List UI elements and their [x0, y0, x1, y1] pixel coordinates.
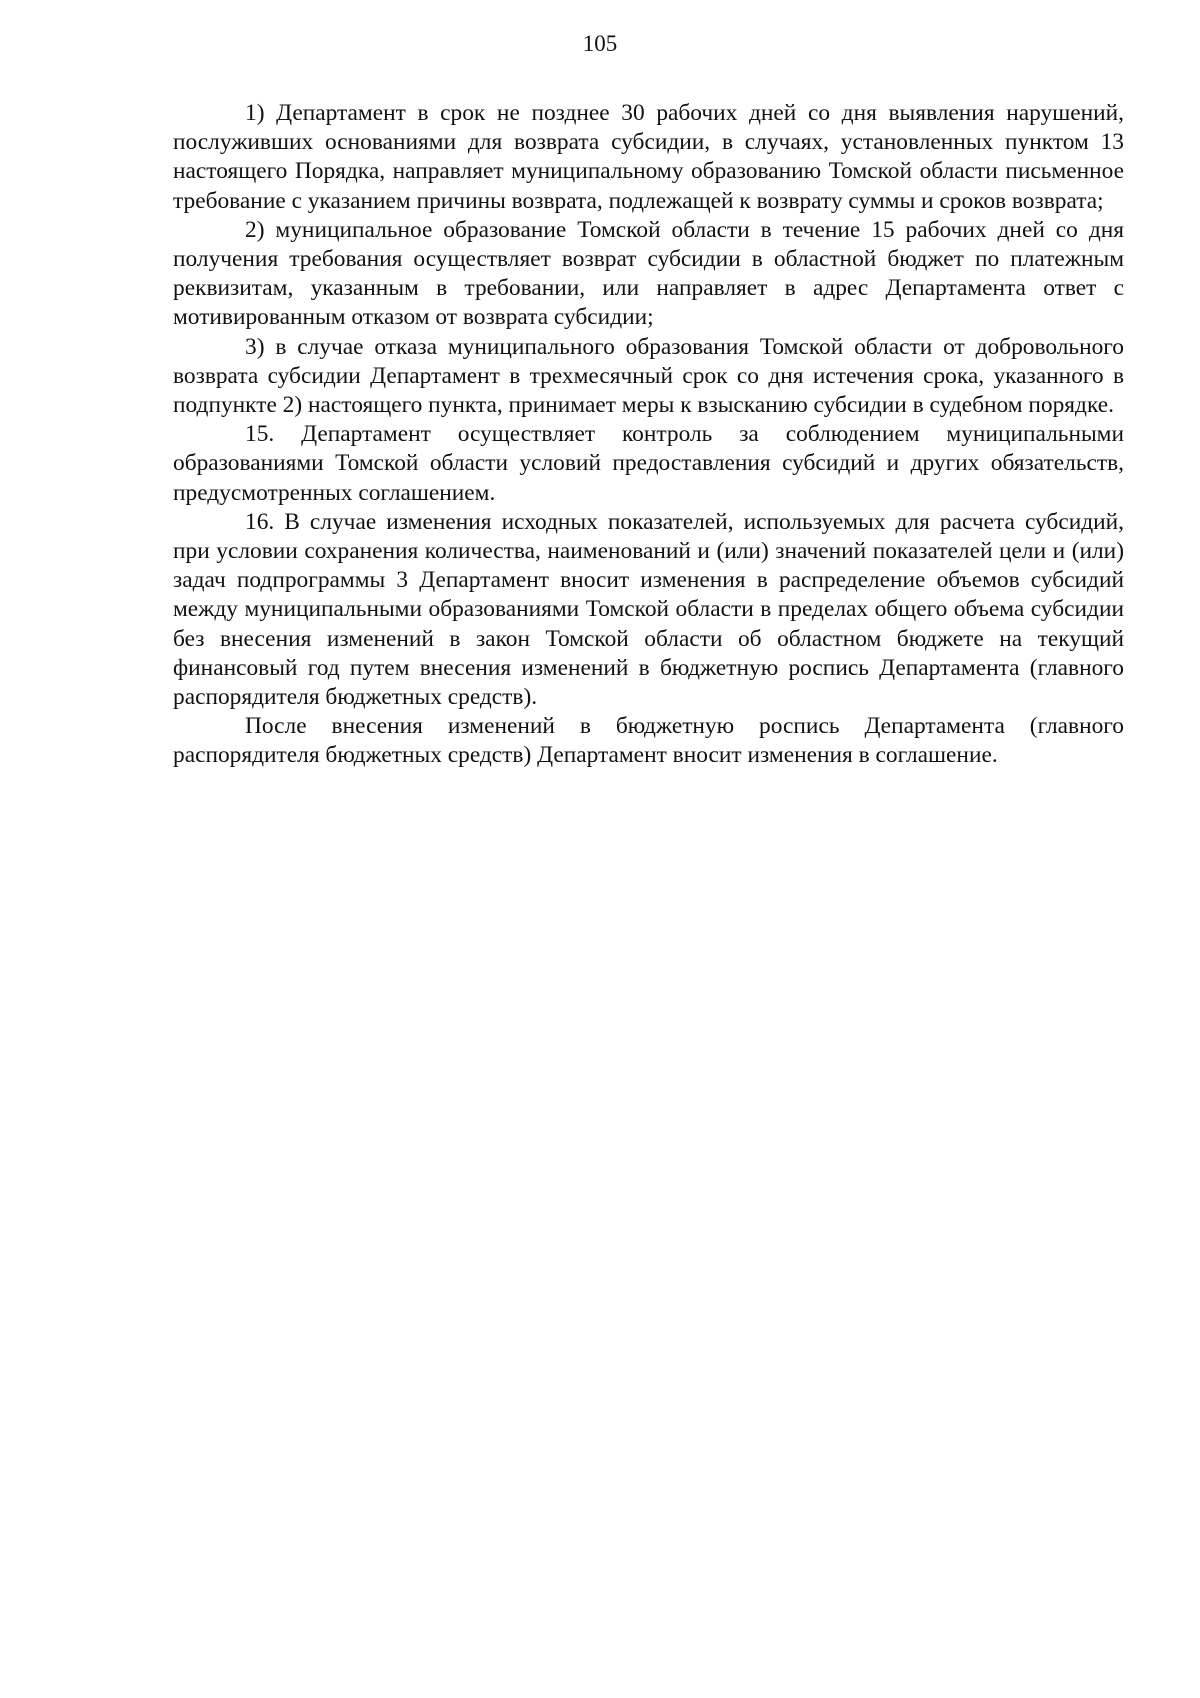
paragraph-clause-15: 15. Департамент осуществляет контроль за соблюдением муниципальными образованиями Томской области условий предоставления субсидий и других обязательств, предусмотренных соглашением. — [173, 421, 1124, 506]
paragraph-subitem-3: 3) в случае отказа муниципального образования Томской области от добровольного возврата субсидии Департамент в трехмесячный срок со дня истечения срока, указанного в подпункте 2) настоящего пункта, принимает меры к взысканию субсидии в судебном порядке. — [173, 333, 1124, 419]
paragraph-subitem-1: 1) Департамент в срок не позднее 30 рабочих дней со дня выявления нарушений, послуживших основаниями для возврата субсидии, в случаях, установленных пунктом 13 настоящего Порядка, направляет муниципальному образованию Томской области письменное требование с указанием причины возврата, подлежащей к возврату суммы и сроков возврата; — [173, 100, 1124, 214]
page-number: 105 — [582, 31, 618, 56]
paragraph-closing: После внесения изменений в бюджетную роспись Департамента (главного распорядителя бюджетных средств) Департамент вносит изменения в соглашение. — [173, 713, 1124, 769]
paragraph-clause-16: 16. В случае изменения исходных показателей, используемых для расчета субсидий, при условии сохранения количества, наименований и (или) значений показателей цели и (или) задач подпрограммы 3 Департамент вносит изменения в распределение объемов субсидий между муниципальными образованиями Томской области в пределах общего объема субсидии без внесения изменений в закон Томской области об областном бюджете на текущий финансовый год путем внесения изменений в бюджетную роспись Департамента (главного распорядителя бюджетных средств). — [173, 508, 1124, 711]
paragraph-subitem-2: 2) муниципальное образование Томской области в течение 15 рабочих дней со дня получения требования осуществляет возврат субсидии в областной бюджет по платежным реквизитам, указанным в требовании, или направляет в адрес Департамента ответ с мотивированным отказом от возврата субсидии; — [173, 216, 1124, 331]
document-body — [173, 99, 1124, 771]
